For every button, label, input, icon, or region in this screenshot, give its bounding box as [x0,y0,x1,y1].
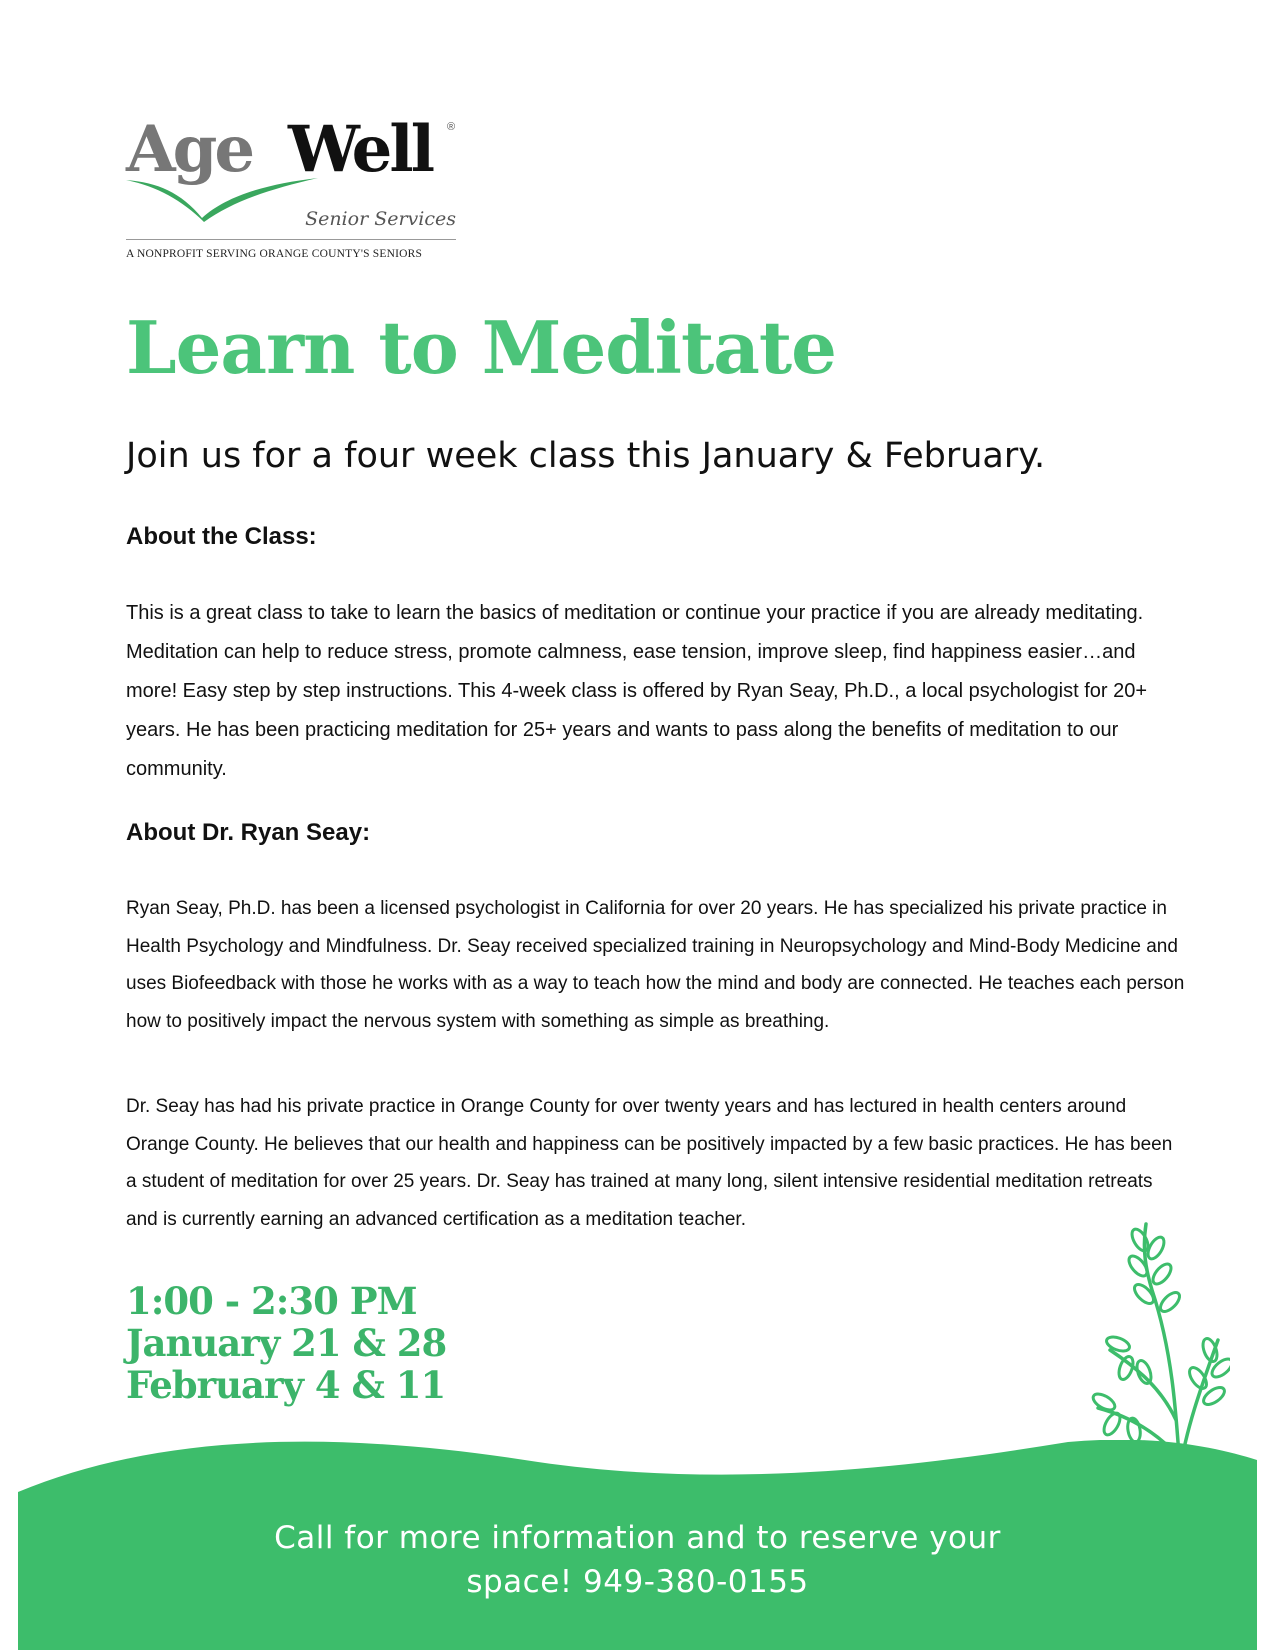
logo-subtitle: Senior Services [305,208,456,230]
class-schedule [126,1280,446,1406]
logo-divider [126,239,456,240]
checkmark-swoosh-icon [126,178,326,224]
footer-call-to-action [0,1516,1275,1604]
section-heading-about-instructor: About Dr. Ryan Seay: [126,819,371,846]
page-title: Learn to Meditate [126,305,836,390]
cta-line-2: space! 949-380-0155 [466,1564,809,1600]
logo-tagline: A NONPROFIT SERVING ORANGE COUNTY'S SENIORS [126,248,423,260]
section-heading-about-class: About the Class: [126,523,317,550]
logo-word-well: Well [288,112,432,187]
about-class-paragraph: This is a great class to take to learn the basics of meditation or continue your practice if you are already meditating. Meditation can help to reduce stress, promote calmness, ease tension, improve sleep, find happiness easier…and more! Easy step by step instructions. This 4-week class is offered by Ryan Seay, Ph.D., a local psychologist for 20+ years. He has been practicing meditation for 25+ years and wants to pass along the benefits of meditation to our community. [126,602,1148,780]
page-subtitle: Join us for a four week class this January & February. [126,436,1046,476]
schedule-dates-january: January 21 & 28 [126,1321,447,1365]
instructor-paragraph-1: Ryan Seay, Ph.D. has been a licensed psychologist in California for over 20 years. He has specialized his private practice in Health Psychology and Mindfulness. Dr. Seay received specialized training in Neuropsychology and Mind-Body Medicine and uses Biofeedback with those he works with as a way to teach how the mind and body are connected. He teaches each person how to positively impact the nervous system with something as simple as breathing. [126,898,1185,1032]
schedule-time: 1:00 - 2:30 PM [126,1279,417,1323]
agewell-logo [126,112,456,268]
logo-registered-mark: ® [447,121,456,133]
instructor-paragraph-2: Dr. Seay has had his private practice in Orange County for over twenty years and has lectured in health centers around Orange County. He believes that our health and happiness can be positively impacted by a few basic practices. He has been a student of meditation for over 25 years. Dr. Seay has trained at many long, silent intensive residential meditation retreats and is currently earning an advanced certification as a meditation teacher. [126,1096,1173,1230]
cta-line-1: Call for more information and to reserve your [274,1520,1001,1556]
schedule-dates-february: February 4 & 11 [126,1363,446,1407]
logo-word-age: Age [126,112,253,187]
